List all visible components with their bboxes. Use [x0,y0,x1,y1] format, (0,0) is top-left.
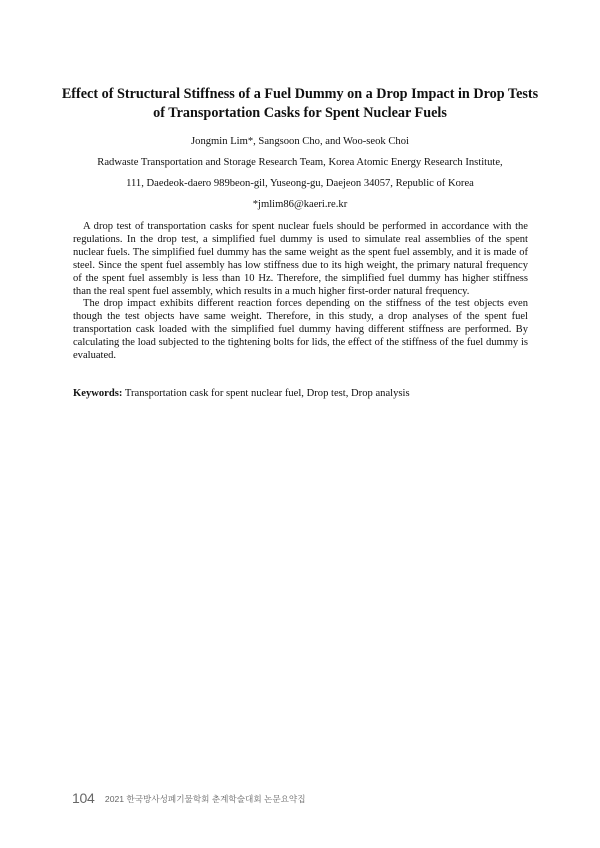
authors: Jongmin Lim*, Sangsoon Cho, and Woo-seok Choi [191,136,409,147]
keywords [73,387,528,400]
corresponding-email: *jmlim86@kaeri.re.kr [252,199,348,210]
abstract [73,221,528,363]
address: 111, Daedeok-daero 989beon-gil, Yuseong-gu, Daejeon 34057, Republic of Korea [126,178,474,189]
author-info [60,136,540,220]
paper-title-line-2: of Transportation Casks for Spent Nuclear Fuels [153,105,447,121]
abstract-paragraph-2: The drop impact exhibits different reaction forces depending on the stiffness of the test objects even though the test objects have same weight. Therefore, in this study, a drop analyses of the spent fuel transportation cask loaded with the simplified fuel dummy having different stiffness are performed. By calculating the load subjected to the tightening bolts for lids, the effect of the stiffness of the fuel dummy is evaluated. [73,298,528,362]
paper-title [60,85,540,123]
affiliation: Radwaste Transportation and Storage Research Team, Korea Atomic Energy Research Institute, [97,157,503,168]
proceedings-title: 2021 한국방사성폐기물학회 춘계학술대회 논문요약집 [104,794,306,804]
abstract-paragraph-1: A drop test of transportation casks for spent nuclear fuels should be performed in accordance with the regulations. In the drop test, a simplified fuel dummy is used to simulate real assemblies of the spent nuclear fuels. The simplified fuel dummy has the same weight as the spent fuel assembly, and it is made of steel. Since the spent fuel assembly has low stiffness due to its high weight, the primary natural frequency of the spent fuel assembly is less than 10 Hz. Therefore, the simplified fuel dummy has higher stiffness than the real spent fuel assembly, which results in a much higher first-order natural frequency. [73,221,528,297]
keywords-label: Keywords: [73,388,123,399]
keywords-text: Transportation cask for spent nuclear fuel, Drop test, Drop analysis [122,388,410,399]
page-number: 104 [72,790,95,806]
paper-title-line-1: Effect of Structural Stiffness of a Fuel Dummy on a Drop Impact in Drop Tests [61,86,539,102]
page-footer [72,790,306,810]
